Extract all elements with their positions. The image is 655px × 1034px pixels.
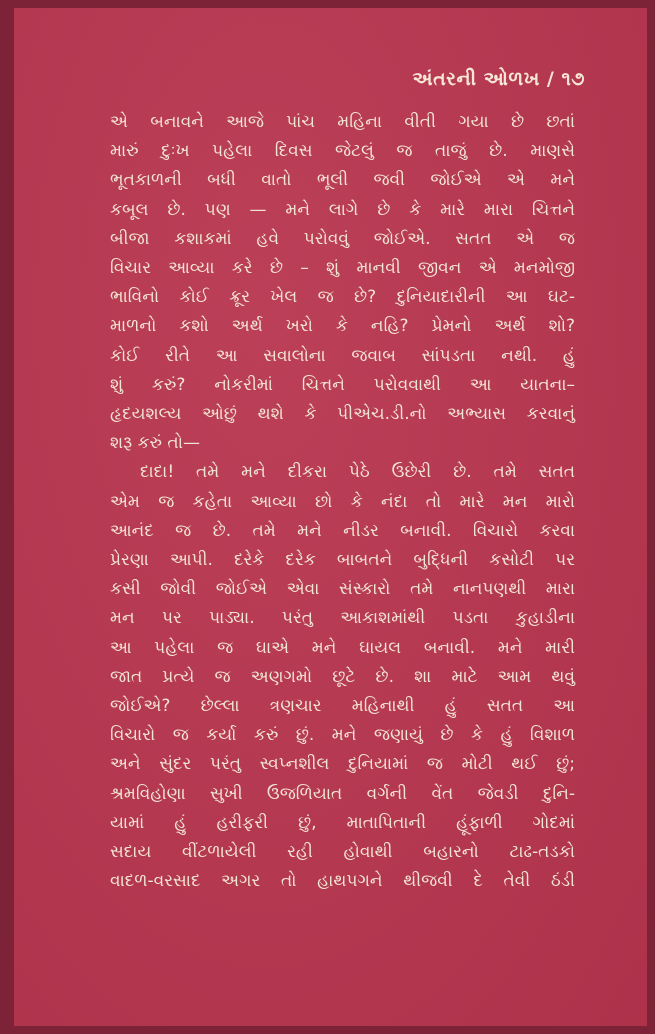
text-line: સદાય વીંટળાયેલી રહી હોવાથી બહારનો ટાઢ-તડકો (110, 842, 575, 863)
text-line: અને સુંદર પરંતુ સ્વપ્નશીલ દુનિયામાં જ મોટી થઈ છું; (110, 754, 575, 775)
text-line: જોઈએ? છેલ્લા ત્રણચાર મહિનાથી હું સતત આ (110, 696, 575, 717)
text-line: વિચારો જ કર્યા કરું છું. મને જણાયું છે કે હું વિશાળ (110, 725, 575, 746)
text-line: વિચાર આવ્યા કરે છે – શું માનવી જીવન એ મનમોજી (110, 258, 575, 279)
text-line: બીજા કશાકમાં હવે પરોવવું જોઈએ. સતત એ જ (110, 228, 575, 249)
text-line: મન પર પાડ્યા. પરંતુ આકાશમાંથી પડતા કુહાડીના (110, 608, 575, 629)
text-line: મારું દુઃખ પહેલા દિવસ જેટલું જ તાજું છે. માણસે (110, 141, 575, 162)
text-line: શું કરું? નોકરીમાં ચિત્તને પરોવવાથી આ યાતના– (110, 374, 575, 395)
text-line: યામાં હું હરીફરી છું, માતાપિતાની હૂંફાળી ગોદમાં (110, 812, 575, 833)
text-line: આ પહેલા જ ઘાએ મને ઘાયલ બનાવી. મને મારી (110, 637, 575, 658)
text-line: કોઈ રીતે આ સવાલોના જવાબ સાંપડતા નથી. હું (110, 345, 575, 366)
text-line: આનંદ જ છે. તમે મને નીડર બનાવી. વિચારો કરવા (110, 520, 575, 541)
text-line: કસી જોવી જોઈએ એવા સંસ્કારો તમે નાનપણથી મારા (110, 579, 575, 600)
text-line: કબૂલ છે. પણ — મને લાગે છે કે મારે મારા ચિત્તને (110, 199, 575, 220)
text-line: પ્રેરણા આપી. દરેકે દરેક બાબતને બુદ્ધિની કસોટી પર (110, 550, 575, 571)
body-text (110, 108, 575, 896)
text-line: શરૂ કરું તો— (110, 433, 200, 454)
text-line: દાદા! તમે મને દીકરા પેઠે ઉછેરી છે. તમે સતત (140, 462, 575, 483)
text-line: વાદળ-વરસાદ અગર તો હાથપગને થીજવી દે તેવી ઠંડી (110, 871, 575, 892)
running-header: અંતરની ઓળખ / ૧૭ (412, 68, 585, 90)
text-line: ભૂતકાળની બધી વાતો ભૂલી જવી જોઈએ એ મને (110, 170, 575, 191)
text-line: હૃદયશલ્ય ઓછું થશે કે પીએચ.ડી.નો અભ્યાસ કરવાનું (110, 404, 575, 425)
text-line: જાત પ્રત્યે જ અણગમો છૂટે છે. શા માટે આમ થવું (110, 666, 575, 687)
text-line: એમ જ કહેતા આવ્યા છો કે નંદા તો મારે મન મારો (110, 491, 575, 512)
paragraph-1 (110, 108, 575, 458)
text-line: ભાવિનો કોઈ ક્રૂર ખેલ જ છે? દુનિયાદારીની આ ઘટ- (110, 287, 575, 308)
paragraph-2 (110, 458, 575, 896)
text-line: એ બનાવને આજે પાંચ મહિના વીતી ગયા છે છતાં (110, 112, 575, 132)
book-page (14, 8, 647, 1026)
text-line: માળનો કશો અર્થ ખરો કે નહિ? પ્રેમનો અર્થ શો? (110, 316, 575, 337)
text-line: શ્રમવિહોણા સુખી ઉજળિયાત વર્ગની વેંત જેવડી દુનિ- (110, 783, 575, 804)
